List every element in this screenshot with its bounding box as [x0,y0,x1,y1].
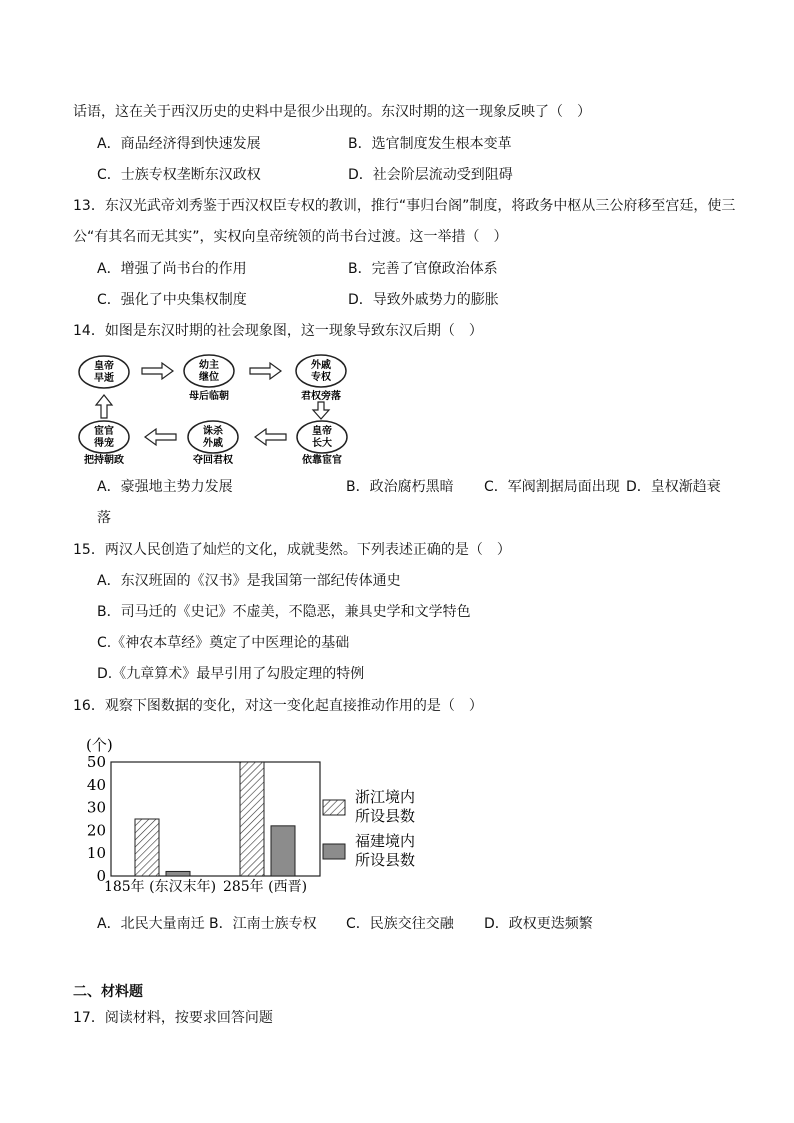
q16-option-c[interactable]: C．民族交往交融 [346,916,454,932]
q13-stem-line1: 13．东汉光武帝刘秀鉴于西汉权臣专权的教训，推行“事归台阁”制度，将政务中枢从三公府移至宫廷，使三 [73,198,736,214]
flow-arrow-1 [142,363,173,379]
svg-text:外戚: 外戚 [203,438,223,449]
q14-option-c[interactable]: C．军阀割据局面出现 [484,479,620,495]
y-tick-label: 10 [86,844,106,863]
x-tick-label: 185年 (东汉末年) [103,879,217,895]
q12-stem: 话语，这在关于西汉历史的史料中是很少出现的。东汉时期的这一现象反映了（ ） [73,104,591,120]
flow-arrow-2 [250,363,281,379]
q13-option-c[interactable]: C．强化了中央集权制度 [97,292,247,308]
q16-stem: 16．观察下图数据的变化，对这一变化起直接推动作用的是（ ） [73,698,483,714]
svg-text:君权旁落: 君权旁落 [301,391,341,402]
svg-text:长大: 长大 [312,438,332,449]
flow-arrow-4 [255,429,286,445]
q13-option-b[interactable]: B．完善了官僚政治体系 [348,261,498,277]
svg-text:母后临朝: 母后临朝 [189,391,229,402]
flow-arrow-3 [313,402,329,419]
q14-option-a[interactable]: A．豪强地主势力发展 [97,479,233,495]
svg-text:专权: 专权 [311,372,331,383]
bar [166,871,190,876]
q14-flow-diagram [72,350,372,468]
section-heading: 二、材料题 [73,984,143,1000]
q14-option-d-wrap: 落 [97,510,111,526]
svg-text:皇帝: 皇帝 [312,426,332,437]
q13-stem-line2: 公“有其名而无其实”，实权向皇帝统领的尚书台过渡。这一举措（ ） [73,229,508,245]
legend-swatch [323,800,345,815]
q13-option-d[interactable]: D．导致外戚势力的膨胀 [348,292,499,308]
svg-text:把持朝政: 把持朝政 [84,455,124,466]
q14-option-b[interactable]: B．政治腐朽黑暗 [346,479,454,495]
q17-stem: 17．阅读材料，按要求回答问题 [73,1010,273,1026]
svg-text:诛杀: 诛杀 [203,426,223,437]
q14-stem: 14．如图是东汉时期的社会现象图，这一现象导致东汉后期（ ） [73,323,483,339]
y-tick-label: 30 [86,798,106,817]
bar [135,819,159,876]
svg-text:依靠宦官: 依靠宦官 [302,455,342,466]
q15-option-b[interactable]: B．司马迁的《史记》不虚美，不隐恶，兼具史学和文学特色 [97,604,471,620]
q13-option-a[interactable]: A．增强了尚书台的作用 [97,261,247,277]
svg-text:早逝: 早逝 [94,373,114,384]
y-tick-label: 0 [96,867,106,885]
svg-text:宦官: 宦官 [94,426,114,437]
flow-arrow-5 [145,429,176,445]
flow-node-eunuch-favored [79,421,129,466]
flow-node-kill-consort-kin [188,421,238,466]
svg-text:继位: 继位 [199,372,219,383]
legend-label: 所设县数 [355,851,416,869]
y-axis-unit: (个) [86,736,113,754]
svg-text:外戚: 外戚 [311,360,331,371]
q12-option-b[interactable]: B．选官制度发生根本变革 [348,136,512,152]
svg-text:幼主: 幼主 [199,360,219,371]
q15-stem: 15．两汉人民创造了灿烂的文化，成就斐然。下列表述正确的是（ ） [73,542,511,558]
q12-option-a[interactable]: A．商品经济得到快速发展 [97,136,261,152]
flow-node-consort-kin [296,355,346,402]
x-tick-label: 285年 (西晋) [222,879,308,895]
y-tick-label: 40 [86,775,106,794]
svg-text:皇帝: 皇帝 [94,361,114,372]
svg-text:得宠: 得宠 [94,438,114,449]
q16-option-a-b[interactable]: A．北民大量南迁 B．江南士族专权 [97,916,317,932]
flow-node-young-ruler [184,355,234,402]
y-tick-label: 20 [86,821,106,840]
flow-arrow-6 [96,395,112,418]
q12-option-c[interactable]: C．士族专权垄断东汉政权 [97,167,261,183]
legend-label: 所设县数 [355,807,416,825]
q15-option-c[interactable]: C.《神农本草经》奠定了中医理论的基础 [97,635,350,651]
q14-option-d[interactable]: D．皇权渐趋衰 [626,479,721,495]
legend-swatch [323,844,345,859]
legend-label: 福建境内 [355,832,416,850]
flow-node-emperor-early-death [79,356,129,388]
q15-option-a[interactable]: A．东汉班固的《汉书》是我国第一部纪传体通史 [97,573,401,589]
q16-bar-chart [80,732,440,898]
bar [271,826,295,876]
flow-node-emperor-grown [297,421,347,466]
q15-option-d[interactable]: D.《九章算术》最早引用了勾股定理的特例 [97,666,365,682]
q16-option-d[interactable]: D．政权更迭频繁 [484,916,593,932]
q12-option-d[interactable]: D．社会阶层流动受到阻碍 [348,167,513,183]
svg-text:夺回君权: 夺回君权 [193,455,233,466]
y-tick-label: 50 [86,753,106,771]
legend-label: 浙江境内 [355,788,416,806]
bar [240,762,264,876]
